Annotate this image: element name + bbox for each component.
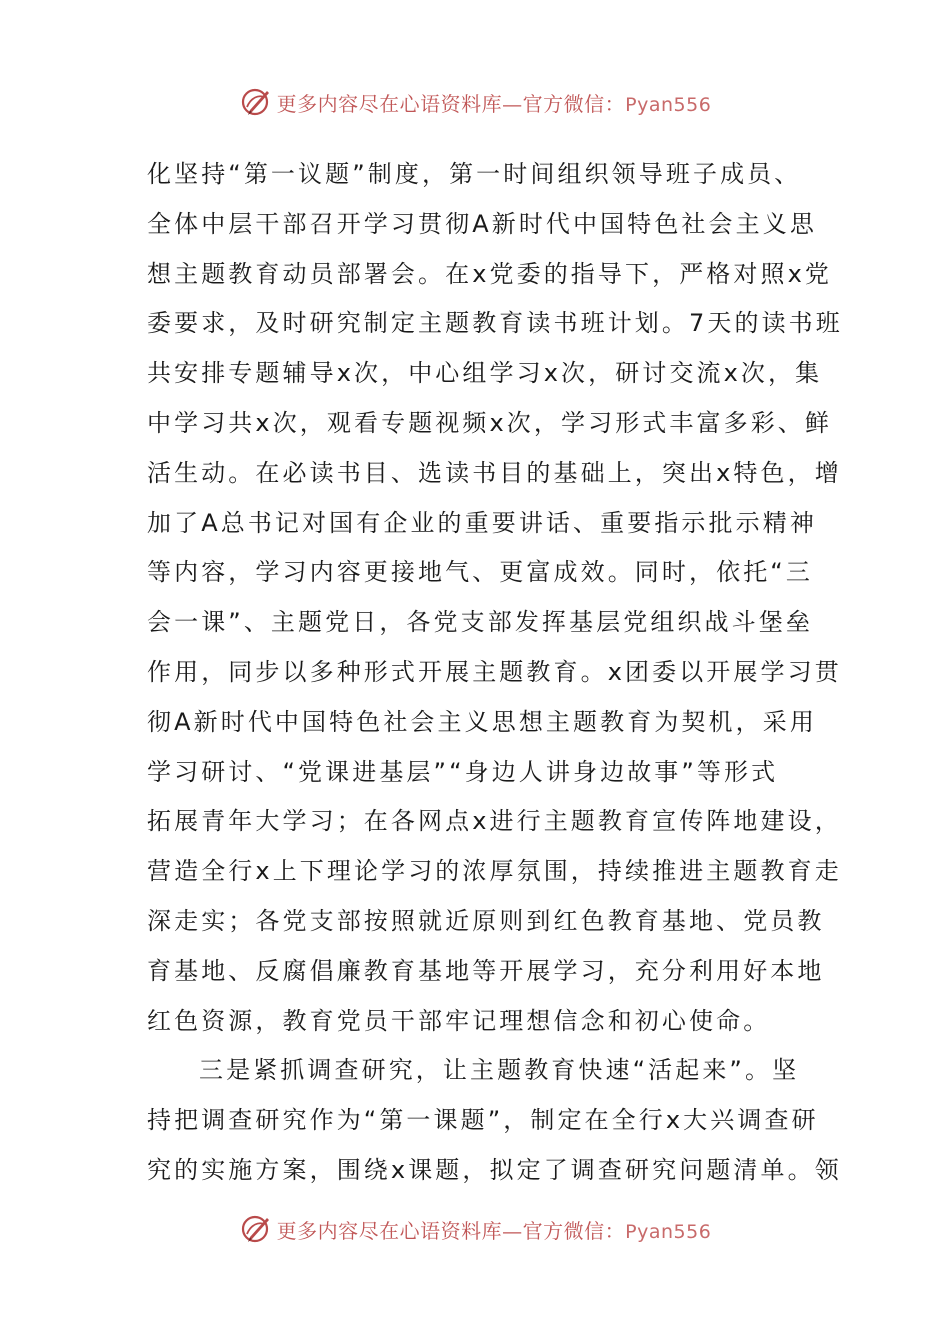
banner-text: 更多内容尽在心语资料库—官方微信： xyxy=(276,1218,626,1243)
body-line: 拓展青年大学习；在各网点x进行主题教育宣传阵地建设， xyxy=(147,807,842,836)
body-line: 营造全行x上下理论学习的浓厚氛围，持续推进主题教育走 xyxy=(147,857,842,886)
body-line: 学习研讨、“党课进基层”“身边人讲身边故事”等形式 xyxy=(147,757,779,786)
body-line: 中学习共x次，观看专题视频x次，学习形式丰富多彩、鲜 xyxy=(147,408,833,437)
body-line: 共安排专题辅导x次，中心组学习x次，研讨交流x次，集 xyxy=(147,359,823,388)
pen-swirl-logo-icon xyxy=(239,1212,273,1246)
body-line: 委要求，及时研究制定主题教育读书班计划。7天的读书班 xyxy=(147,309,843,338)
body-line: 加了A总书记对国有企业的重要讲话、重要指示批示精神 xyxy=(147,508,817,537)
footer-banner xyxy=(0,1209,950,1249)
body-line: 持把调查研究作为“第一课题”，制定在全行x大兴调查研 xyxy=(147,1106,819,1135)
body-line: 彻A新时代中国特色社会主义思想主题教育为契机，采用 xyxy=(147,707,817,736)
header-banner xyxy=(0,82,950,122)
body-line: 究的实施方案，围绕x课题，拟定了调查研究问题清单。领 xyxy=(147,1155,842,1184)
pen-swirl-logo-icon xyxy=(239,85,273,119)
paragraph-start-line: 三是紧抓调查研究，让主题教育快速“活起来”。坚 xyxy=(199,1056,800,1085)
body-line: 红色资源，教育党员干部牢记理想信念和初心使命。 xyxy=(147,1006,771,1035)
body-line: 深走实；各党支部按照就近原则到红色教育基地、党员教 xyxy=(147,906,825,935)
body-line: 会一课”、主题党日，各党支部发挥基层党组织战斗堡垒 xyxy=(147,608,813,637)
body-line: 活生动。在必读书目、选读书目的基础上，突出x特色，增 xyxy=(147,458,842,487)
body-line: 作用，同步以多种形式开展主题教育。x团委以开展学习贯 xyxy=(147,657,842,686)
banner-wechat-id: Pyan556 xyxy=(625,1220,712,1243)
document-body xyxy=(147,150,843,1196)
body-line: 想主题教育动员部署会。在x党委的指导下，严格对照x党 xyxy=(147,259,833,288)
body-line: 育基地、反腐倡廉教育基地等开展学习，充分利用好本地 xyxy=(147,956,825,985)
banner-wechat-id: Pyan556 xyxy=(625,93,712,116)
banner-text: 更多内容尽在心语资料库—官方微信： xyxy=(276,91,626,116)
body-line: 化坚持“第一议题”制度，第一时间组织领导班子成员、 xyxy=(147,160,802,188)
body-line: 全体中层干部召开学习贯彻A新时代中国特色社会主义思 xyxy=(147,209,817,238)
body-line: 等内容，学习内容更接地气、更富成效。同时，依托“三 xyxy=(147,558,813,587)
